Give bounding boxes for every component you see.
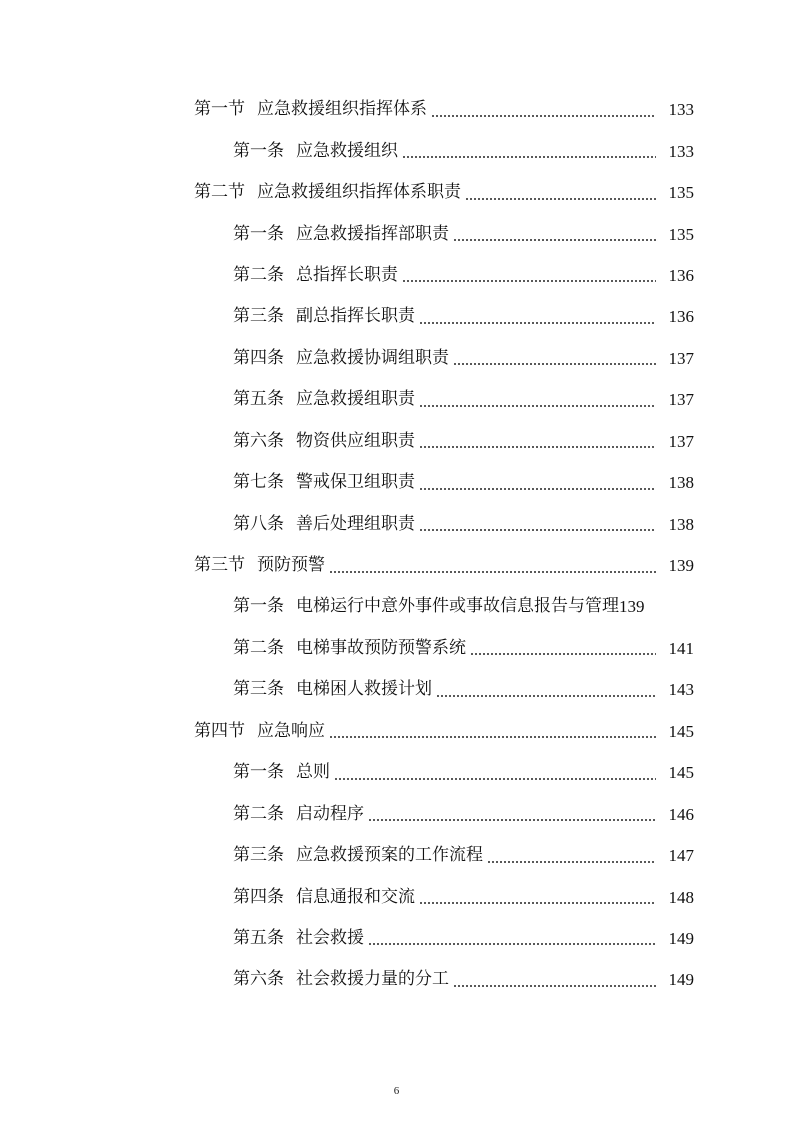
toc-entry-number: 第三节: [194, 555, 245, 576]
dot-leader: [453, 363, 656, 365]
toc-entry[interactable]: [0, 545, 793, 586]
toc-entry-title: 物资供应组职责: [296, 430, 415, 451]
toc-entry-number: 第七条: [233, 472, 284, 493]
dot-leader: [431, 115, 656, 117]
toc-entry-title: 电梯困人救援计划: [296, 679, 432, 700]
toc-entry-number: 第六条: [233, 969, 284, 990]
toc-entry-title: 社会救援: [296, 927, 364, 948]
dot-leader: [368, 943, 656, 945]
dot-leader: [419, 529, 656, 531]
toc-entry-page: 136: [668, 265, 694, 285]
toc-entry[interactable]: [0, 172, 793, 213]
toc-entry-title: 启动程序: [296, 803, 364, 824]
toc-entry[interactable]: [0, 835, 793, 876]
toc-entry-number: 第四条: [233, 347, 284, 368]
toc-entry[interactable]: [0, 462, 793, 503]
toc-entry-page: 145: [668, 763, 694, 783]
toc-entry-title: 警戒保卫组职责: [296, 472, 415, 493]
toc-entry-page: 133: [668, 141, 694, 161]
toc-entry-number: 第二条: [233, 264, 284, 285]
toc-entry-title: 社会救援力量的分工: [296, 969, 449, 990]
toc-entry[interactable]: [0, 213, 793, 254]
toc-entry-number: 第一节: [194, 99, 245, 120]
toc-entry-number: 第二节: [194, 182, 245, 203]
dot-leader: [453, 985, 656, 987]
dot-leader: [419, 322, 656, 324]
toc-entry-title: 应急救援预案的工作流程: [296, 845, 483, 866]
toc-entry-page: 143: [668, 680, 694, 700]
toc-entry-title: 应急救援组织指挥体系职责: [257, 182, 461, 203]
toc-entry-page: 137: [668, 390, 694, 410]
toc-entry-title: 信息通报和交流: [296, 886, 415, 907]
toc-entry[interactable]: [0, 379, 793, 420]
toc-entry-title: 应急救援组职责: [296, 389, 415, 410]
toc-entry-title: 应急救援指挥部职责: [296, 223, 449, 244]
toc-entry[interactable]: [0, 918, 793, 959]
toc-entry-number: 第一条: [233, 762, 284, 783]
toc-entry-title: 预防预警: [257, 555, 325, 576]
toc-entry[interactable]: [0, 89, 793, 130]
toc-entry-title: 应急响应: [257, 720, 325, 741]
toc-entry[interactable]: [0, 421, 793, 462]
dot-leader: [334, 778, 656, 780]
toc-entry-number: 第三条: [233, 845, 284, 866]
toc-entry-number: 第六条: [233, 430, 284, 451]
toc-entry[interactable]: [0, 338, 793, 379]
toc-entry-page: 148: [668, 887, 694, 907]
toc-entry-page: 133: [668, 100, 694, 120]
toc-entry-page: 147: [668, 846, 694, 866]
dot-leader: [419, 405, 656, 407]
toc-entry-page: 141: [668, 638, 694, 658]
toc-entry-page: 138: [668, 473, 694, 493]
toc-entry[interactable]: [0, 503, 793, 544]
toc-entry-number: 第三条: [233, 306, 284, 327]
toc-entry-number: 第一条: [233, 140, 284, 161]
toc-entry[interactable]: [0, 876, 793, 917]
toc-entry-page: 136: [668, 307, 694, 327]
toc-entry-page: 149: [668, 928, 694, 948]
toc-entry[interactable]: [0, 296, 793, 337]
dot-leader: [470, 653, 656, 655]
dot-leader: [419, 488, 656, 490]
toc-entry[interactable]: [0, 752, 793, 793]
toc-entry-title: 应急救援组织: [296, 140, 398, 161]
toc-entry-number: 第一条: [233, 596, 284, 617]
dot-leader: [487, 861, 656, 863]
dot-leader: [419, 902, 656, 904]
toc-entry-page: 145: [668, 721, 694, 741]
dot-leader: [402, 156, 656, 158]
toc-entry[interactable]: [0, 669, 793, 710]
toc-entry[interactable]: [0, 130, 793, 171]
dot-leader: [368, 819, 656, 821]
toc-entry-number: 第三条: [233, 679, 284, 700]
toc-entry[interactable]: [0, 711, 793, 752]
toc-entry[interactable]: [0, 255, 793, 296]
page-number: 6: [393, 1085, 400, 1097]
toc-entry-page: 135: [668, 183, 694, 203]
toc-entry-title: 应急救援协调组职责: [296, 347, 449, 368]
toc-entry-number: 第八条: [233, 513, 284, 534]
toc-entry-page: 149: [668, 970, 694, 990]
dot-leader: [419, 446, 656, 448]
toc-entry-page: 138: [668, 514, 694, 534]
toc-entry-number: 第五条: [233, 389, 284, 410]
toc-entry-title: 电梯运行中意外事件或事故信息报告与管理: [296, 596, 619, 617]
toc-entry-number: 第一条: [233, 223, 284, 244]
toc-entry-page: 137: [668, 431, 694, 451]
toc-entry[interactable]: [0, 959, 793, 1000]
dot-leader: [453, 239, 656, 241]
toc-entry-number: 第二条: [233, 803, 284, 824]
toc-entry-number: 第二条: [233, 637, 284, 658]
dot-leader: [402, 280, 656, 282]
dot-leader: [436, 695, 656, 697]
toc-entry-title: 副总指挥长职责: [296, 306, 415, 327]
toc-entry-number: 第四条: [233, 886, 284, 907]
toc-entry-page: 135: [668, 224, 694, 244]
toc-entry-page: 139: [668, 556, 694, 576]
toc-entry-title: 总指挥长职责: [296, 264, 398, 285]
dot-leader: [465, 198, 656, 200]
toc-entry-number: 第五条: [233, 927, 284, 948]
dot-leader: [329, 571, 656, 573]
toc-entry[interactable]: [0, 586, 793, 627]
toc-entry-title: 善后处理组职责: [296, 513, 415, 534]
toc-entry[interactable]: [0, 628, 793, 669]
dot-leader: [329, 736, 656, 738]
toc-entry-title: 总则: [296, 762, 330, 783]
toc-entry[interactable]: [0, 793, 793, 834]
toc-entry-title: 电梯事故预防预警系统: [296, 637, 466, 658]
toc-entry-title: 应急救援组织指挥体系: [257, 99, 427, 120]
table-of-contents: [0, 89, 793, 1001]
toc-entry-page: 139: [619, 597, 645, 617]
toc-entry-page: 146: [668, 804, 694, 824]
toc-entry-page: 137: [668, 348, 694, 368]
toc-entry-number: 第四节: [194, 720, 245, 741]
